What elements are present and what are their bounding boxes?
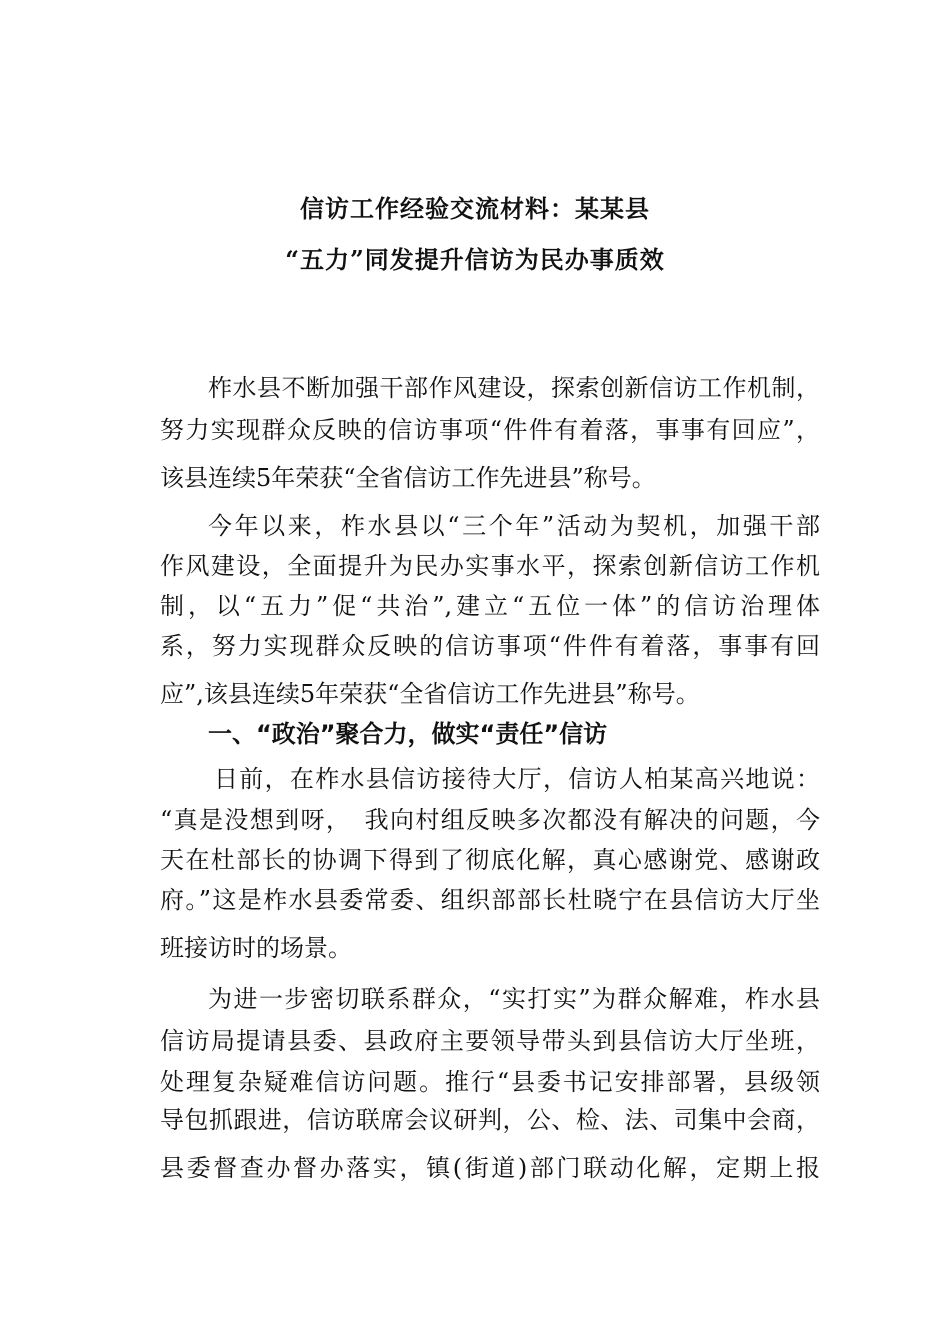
paragraph-4-line-3: 处理复杂疑难信访问题。推行“县委书记安排部署，县级领 xyxy=(160,1068,820,1096)
paragraph-3-line-2: “真是没想到呀， 我向村组反映多次都没有解决的问题，今 xyxy=(160,806,820,834)
paragraph-4-line-1: 为进一步密切联系群众，“实打实”为群众解难，柞水县 xyxy=(208,985,820,1013)
paragraph-2-line-1: 今年以来，柞水县以“三个年”活动为契机，加强干部 xyxy=(208,512,820,540)
paragraph-3-line-1: 日前，在柞水县信访接待大厅，信访人柏某高兴地说： xyxy=(214,765,820,793)
paragraph-2-line-2: 作风建设，全面提升为民办实事水平，探索创新信访工作机 xyxy=(160,552,820,580)
paragraph-2-line-4: 系，努力实现群众反映的信访事项“件件有着落，事事有回 xyxy=(160,632,820,660)
paragraph-3-line-3: 天在杜部长的协调下得到了彻底化解，真心感谢党、感谢政 xyxy=(160,846,820,874)
document-title-line-2: “五力”同发提升信访为民办事质效 xyxy=(285,245,665,274)
paragraph-3-line-4: 府。”这是柞水县委常委、组织部部长杜晓宁在县信访大厅坐 xyxy=(160,886,820,914)
paragraph-4-line-5: 县委督查办督办落实，镇(街道)部门联动化解，定期上报 xyxy=(160,1154,820,1182)
paragraph-4-line-4: 导包抓跟进，信访联席会议研判，公、检、法、司集中会商， xyxy=(160,1106,820,1134)
paragraph-2-line-5: 应”,该县连续5年荣获“全省信访工作先进县”称号。 xyxy=(160,680,700,708)
document-title-line-1: 信访工作经验交流材料：某某县 xyxy=(300,194,650,223)
paragraph-1-line-3: 该县连续5年荣获“全省信访工作先进县”称号。 xyxy=(160,464,656,492)
paragraph-1-line-1: 柞水县不断加强干部作风建设，探索创新信访工作机制， xyxy=(208,374,820,402)
paragraph-2-line-3: 制，以“五力”促“共治”,建立“五位一体”的信访治理体 xyxy=(160,592,820,620)
paragraph-4-line-2: 信访局提请县委、县政府主要领导带头到县信访大厅坐班， xyxy=(160,1027,820,1055)
paragraph-3-line-5: 班接访时的场景。 xyxy=(160,934,352,962)
paragraph-1-line-2: 努力实现群众反映的信访事项“件件有着落，事事有回应”， xyxy=(160,416,820,444)
section-1-heading: 一、“政治”聚合力，做实“责任”信访 xyxy=(208,720,608,748)
